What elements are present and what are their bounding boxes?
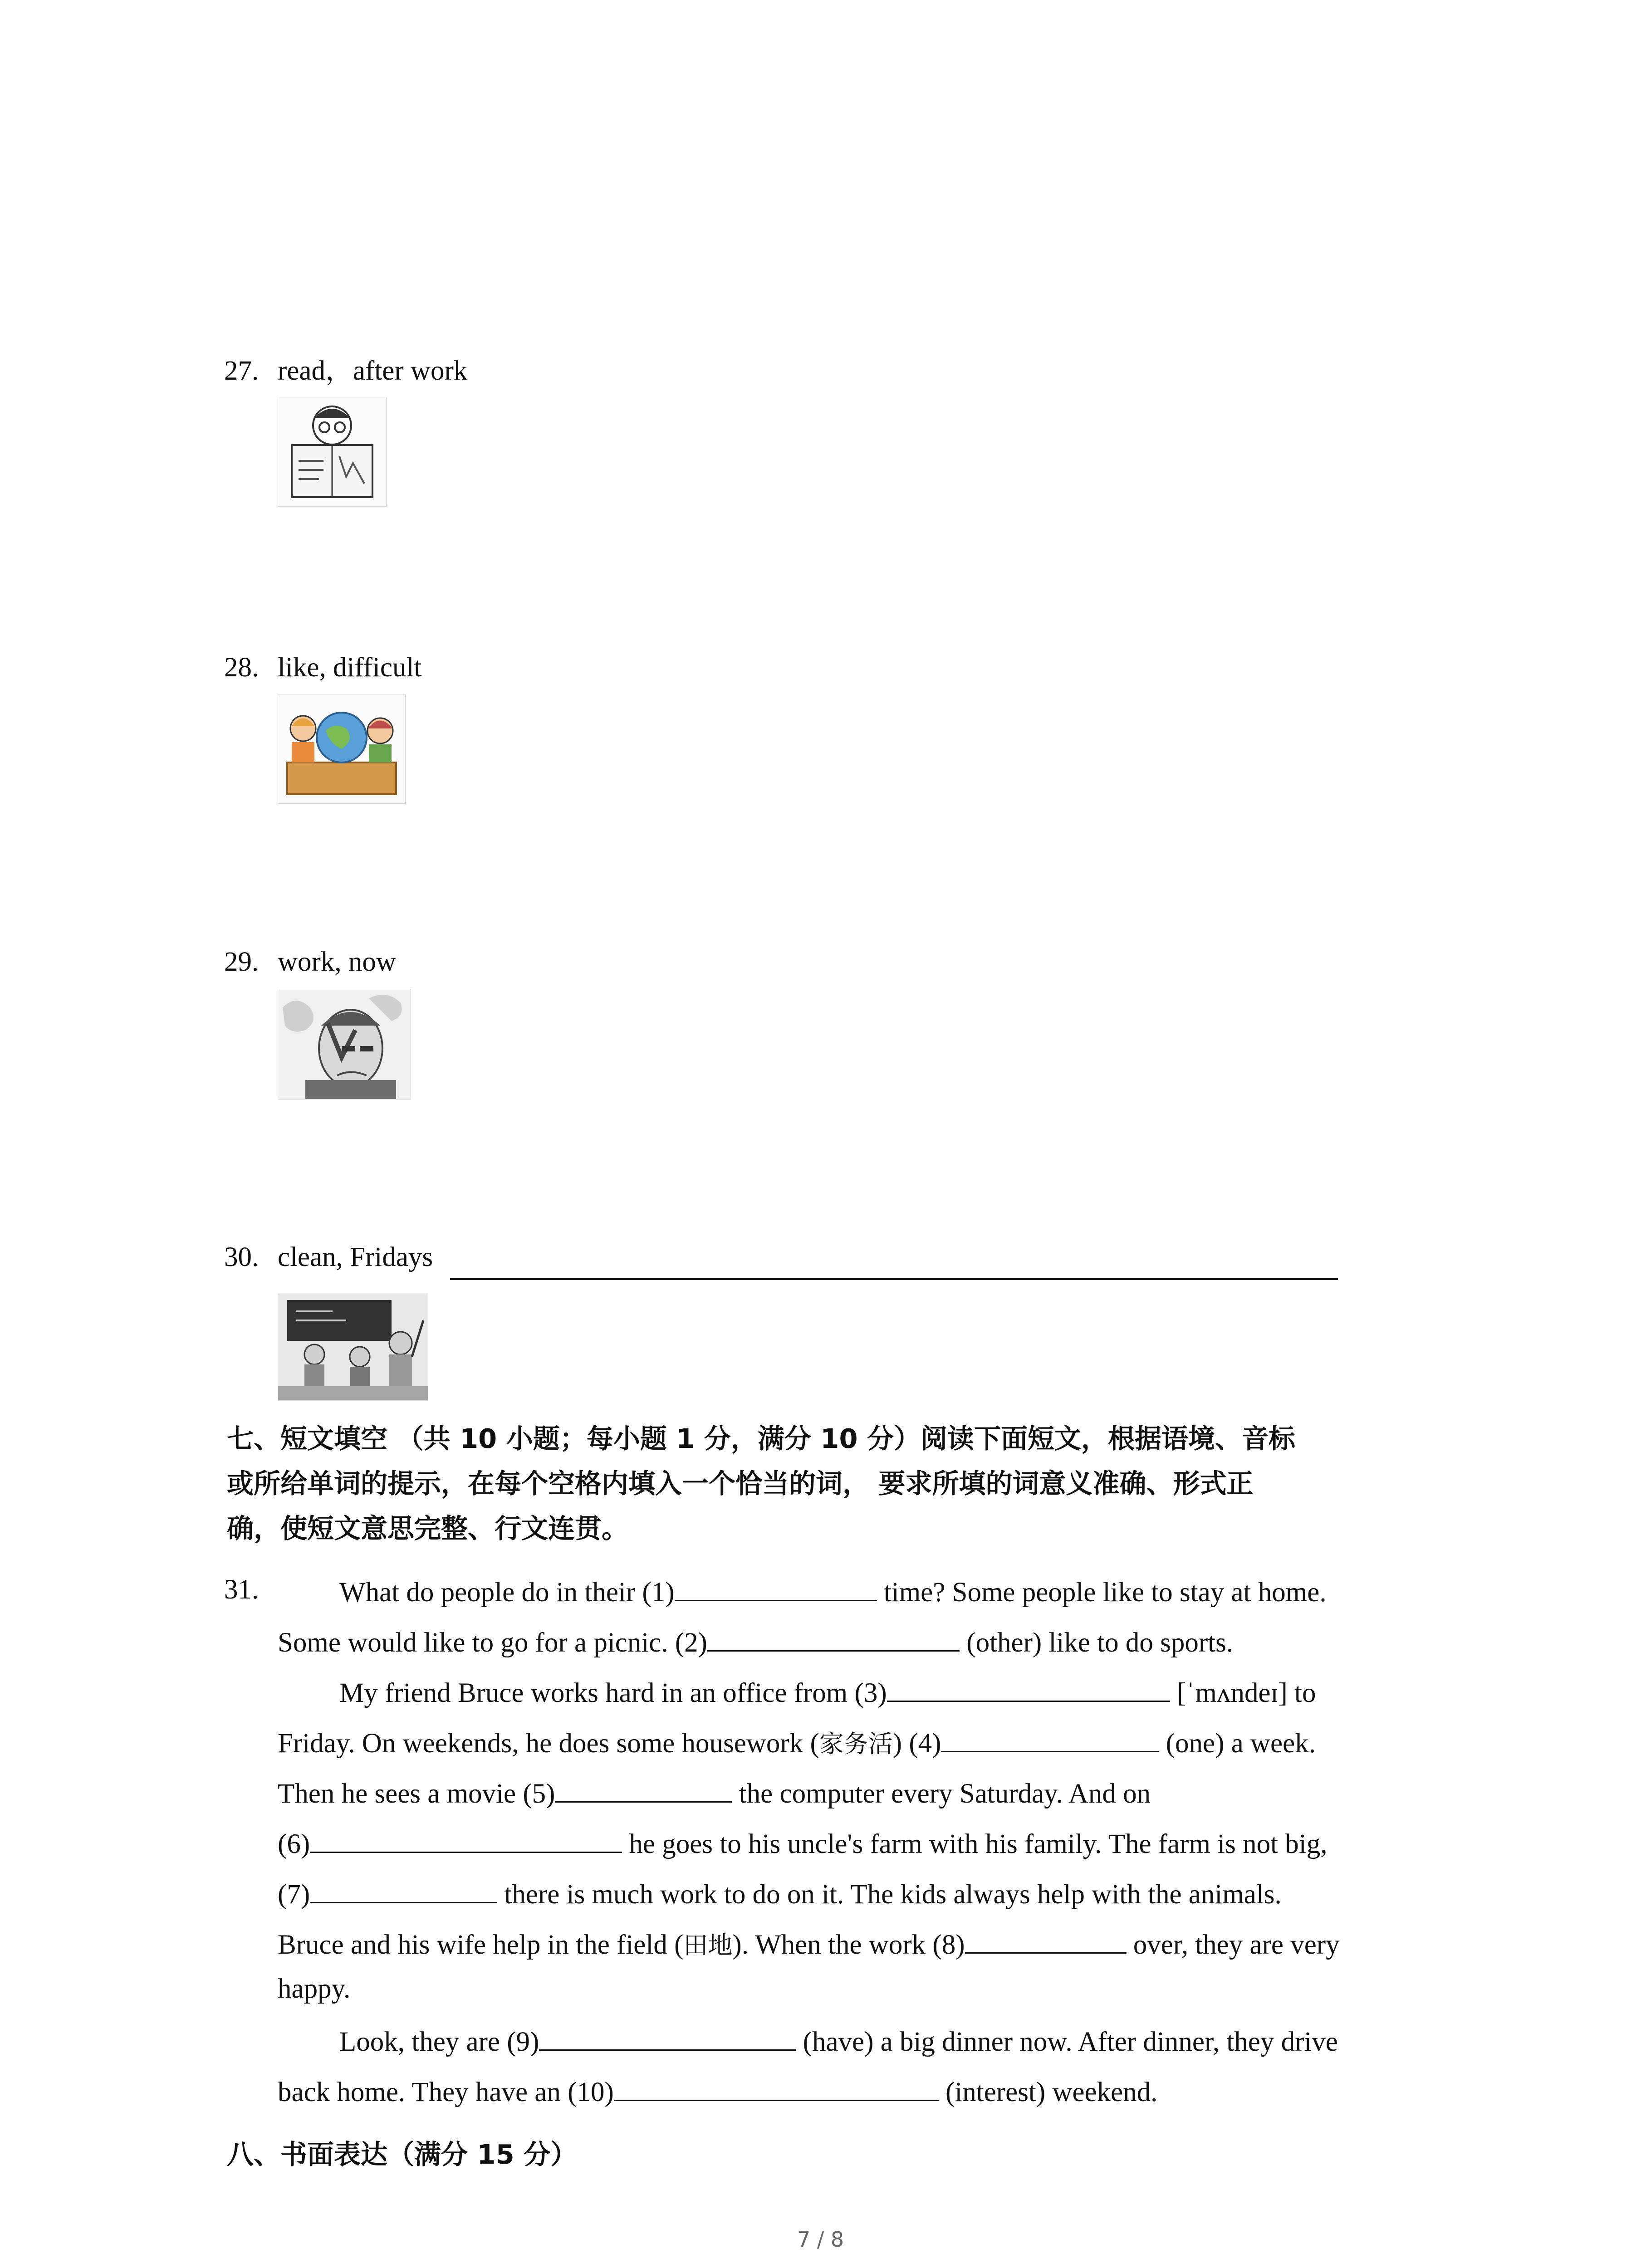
passage-text: ). When the work (8) (732, 1930, 965, 1960)
children-globe-image (278, 694, 406, 804)
question-29 (224, 946, 396, 978)
section-7-heading (227, 1416, 1474, 1551)
passage-text: (interest) weekend. (945, 2077, 1158, 2107)
passage-text: (7) (278, 1879, 310, 1910)
passage-text: (6) (278, 1829, 310, 1859)
question-hint: like, difficult (278, 652, 422, 683)
blank-8[interactable] (965, 1926, 1127, 1954)
passage-text: happy. (278, 1974, 351, 2004)
blank-2[interactable] (707, 1624, 960, 1652)
blank-7[interactable] (310, 1876, 497, 1903)
passage-line (339, 1574, 1327, 1609)
passage-line (278, 1825, 1327, 1861)
question-hint: clean, Fridays (278, 1242, 433, 1272)
heading-line: 七、短文填空 （共 10 小题；每小题 1 分，满分 10 分）阅读下面短文，根据语境、音标 (227, 1423, 1296, 1454)
passage-text: Some would like to go for a picnic. (2) (278, 1628, 707, 1658)
stressed-man-image (278, 989, 411, 1100)
passage-text: back home. They have an (10) (278, 2077, 614, 2107)
passage-text: Bruce and his wife help in the field ( (278, 1930, 684, 1960)
heading-line: 或所给单词的提示，在每个空格内填入一个恰当的词， 要求所填的词意义准确、形式正 (227, 1468, 1254, 1499)
blank-1[interactable] (675, 1574, 877, 1601)
answer-line-30[interactable] (450, 1278, 1338, 1280)
passage-text: What do people do in their (1) (339, 1577, 675, 1608)
passage-line (278, 1876, 1282, 1911)
phonetic-hint: [ˈmʌndeɪ] to (1176, 1678, 1316, 1708)
blank-3[interactable] (887, 1674, 1170, 1702)
reading-newspaper-image (278, 397, 387, 507)
passage-text: time? Some people like to stay at home. (883, 1577, 1327, 1608)
question-number: 27. (224, 356, 259, 386)
passage-text: Then he sees a movie (5) (278, 1779, 555, 1809)
passage-text: over, they are very (1133, 1930, 1340, 1960)
passage-line (278, 2073, 1157, 2109)
passage-line (278, 1926, 1340, 1962)
blank-6[interactable] (310, 1825, 622, 1853)
passage-line (339, 2023, 1338, 2058)
passage-text: (other) like to do sports. (966, 1628, 1234, 1658)
section-8-heading: 八、书面表达（满分 15 分） (227, 2139, 578, 2170)
chinese-gloss: 家务活 (819, 1730, 893, 1758)
blank-4[interactable] (941, 1725, 1159, 1752)
passage-line (339, 1674, 1316, 1710)
blank-5[interactable] (555, 1775, 732, 1803)
passage-text: (one) a week. (1166, 1728, 1316, 1759)
passage-line (278, 1775, 1151, 1810)
chinese-gloss: 田地 (683, 1931, 733, 1960)
question-31-number: 31. (224, 1574, 259, 1605)
passage-text: My friend Bruce works hard in an office from (3) (339, 1678, 887, 1708)
question-30 (224, 1241, 433, 1274)
passage-text: he goes to his uncle's farm with his family. The farm is not big, (629, 1829, 1327, 1859)
page-number: 7 / 8 (797, 2227, 844, 2252)
passage-line (278, 1973, 350, 2005)
question-27 (224, 355, 467, 387)
heading-line: 确，使短文意思完整、行文连贯。 (227, 1513, 629, 1544)
passage-text: Friday. On weekends, he does some housework ( (278, 1728, 819, 1759)
passage-text: Look, they are (9) (339, 2027, 539, 2057)
classroom-cleaning-image (278, 1293, 428, 1401)
blank-10[interactable] (614, 2073, 939, 2101)
passage-line (278, 1725, 1316, 1760)
passage-text: there is much work to do on it. The kids always help with the animals. (504, 1879, 1282, 1910)
question-number: 29. (224, 947, 259, 977)
passage-text: ) (4) (892, 1728, 941, 1759)
question-hint: work, now (278, 947, 396, 977)
passage-text: (have) a big dinner now. After dinner, they drive (803, 2027, 1338, 2057)
passage-text: the computer every Saturday. And on (739, 1779, 1151, 1809)
question-28 (224, 651, 421, 684)
blank-9[interactable] (539, 2023, 796, 2051)
question-hint: read，after work (278, 356, 468, 386)
question-number: 28. (224, 652, 259, 683)
passage-line (278, 1624, 1233, 1659)
question-number: 30. (224, 1242, 259, 1272)
